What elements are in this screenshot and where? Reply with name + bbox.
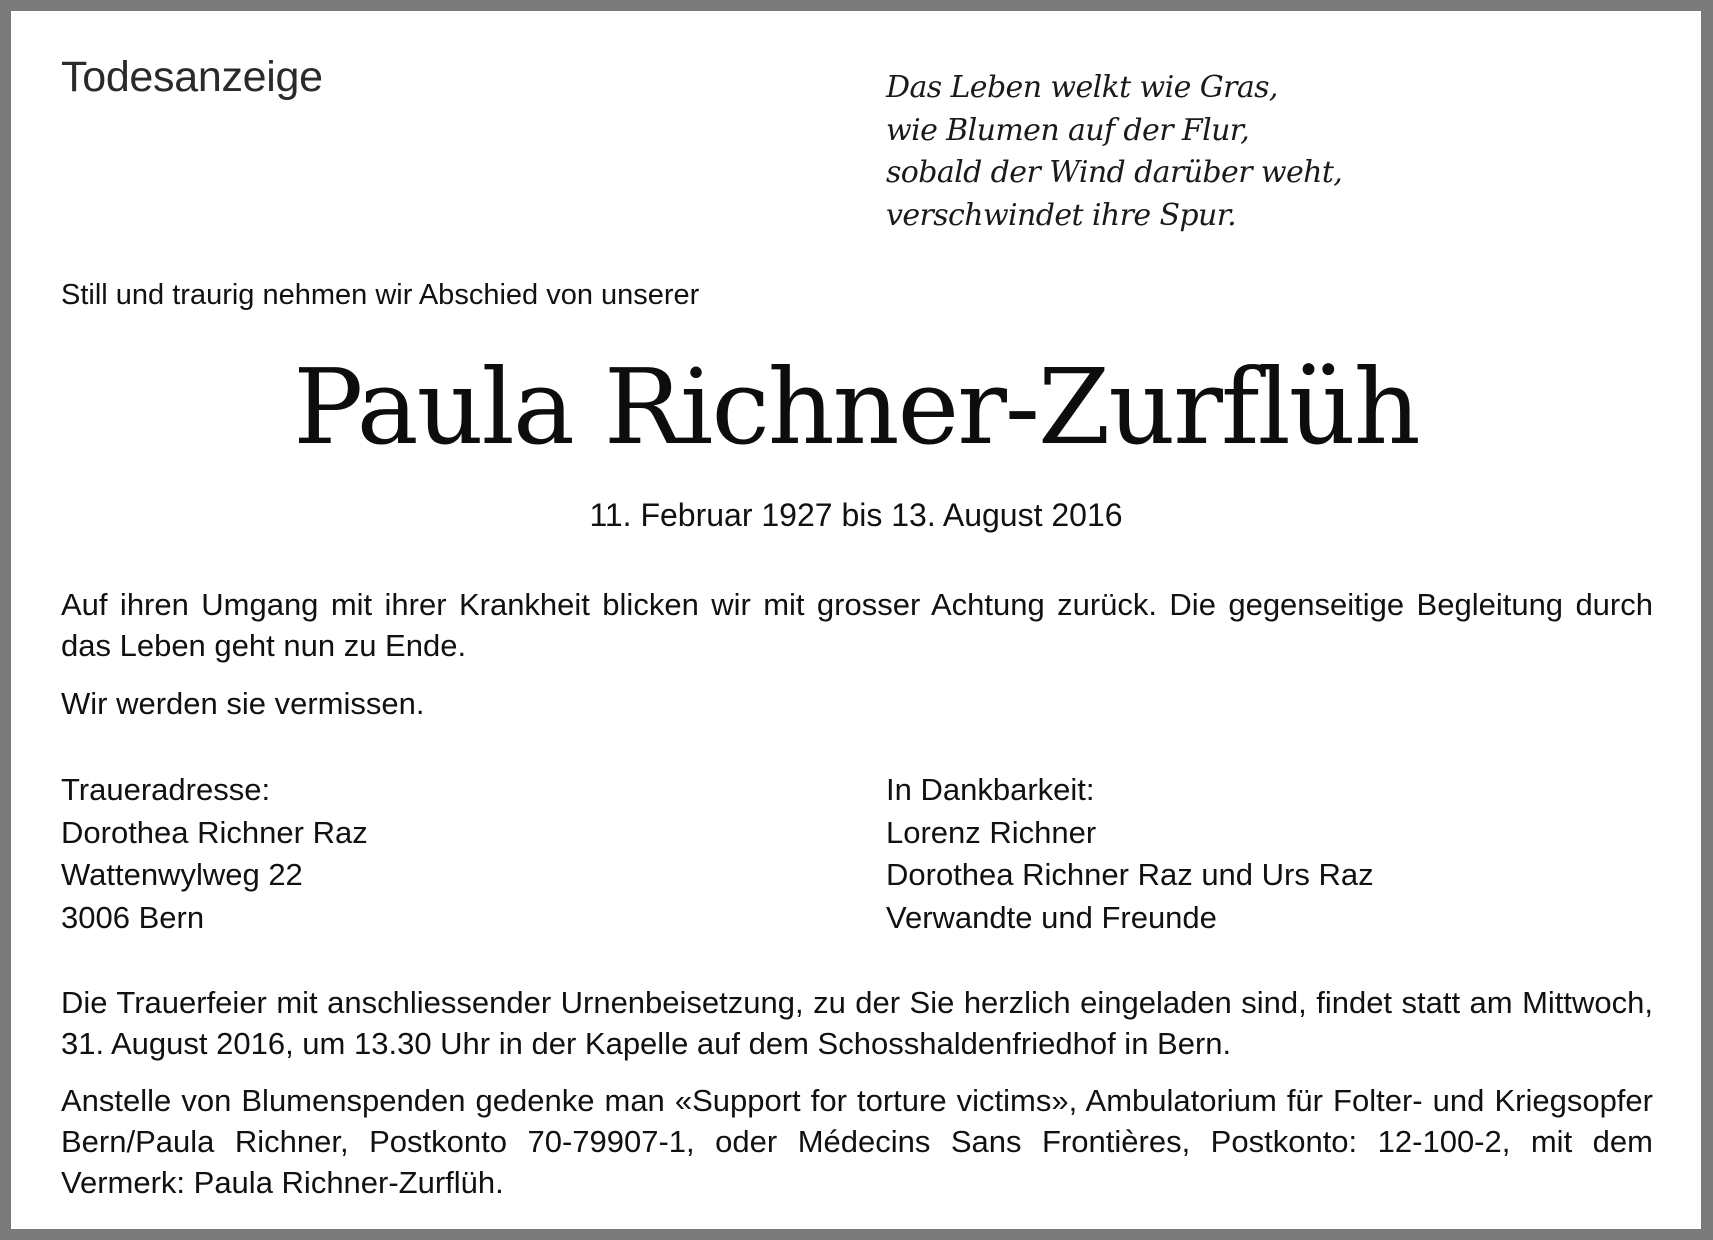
life-dates: 11. Februar 1927 bis 13. August 2016 (589, 497, 1123, 533)
tribute-paragraph: Auf ihren Umgang mit ihrer Krankheit blicken wir mit grosser Achtung zurück. Die gegenseitige Begleitung durch das Leben geht nun zu Ende. (61, 587, 1653, 663)
donations-paragraph: Anstelle von Blumenspenden gedenke man «Support for torture victims», Ambulatorium für Folter- und Kriegsopfer Bern/Paula Richner, Postkonto 70-79907-1, oder Médecins Sans Frontières, Postkonto: 12-100-2, mit dem Vermerk: Paula Richner-Zurflüh. (61, 1083, 1653, 1200)
gratitude-block (886, 769, 1374, 939)
deceased-name: Paula Richner-Zurflüh (293, 346, 1419, 468)
farewell-paragraph: Wir werden sie vermissen. (61, 686, 425, 721)
mourning-address-line: Dorothea Richner Raz (61, 814, 368, 850)
intro-text: Still und traurig nehmen wir Abschied von unserer (61, 279, 700, 311)
poem-line: Das Leben welkt wie Gras, (886, 70, 1278, 105)
gratitude-line: Verwandte und Freunde (886, 899, 1217, 935)
notice-type-heading: Todesanzeige (61, 53, 323, 101)
mourning-address-block (61, 769, 368, 939)
poem-line: verschwindet ihre Spur. (886, 197, 1237, 233)
mourning-address-label: Traueradresse: (61, 772, 271, 807)
poem-line: wie Blumen auf der Flur, (886, 112, 1250, 148)
poem-line: sobald der Wind darüber weht, (886, 155, 1343, 190)
gratitude-line: Lorenz Richner (886, 814, 1097, 850)
mourning-address-line: 3006 Bern (61, 899, 205, 935)
obituary-notice (11, 11, 1701, 1229)
gratitude-line: Dorothea Richner Raz und Urs Raz (886, 857, 1374, 892)
ceremony-paragraph: Die Trauerfeier mit anschliessender Urnenbeisetzung, zu der Sie herzlich eingeladen sind, findet statt am Mittwoch, 31. August 2016, um 13.30 Uhr in der Kapelle auf dem Schosshaldenfriedhof in Bern. (61, 985, 1653, 1061)
gratitude-label: In Dankbarkeit: (886, 772, 1095, 807)
poem-quote (886, 67, 1342, 237)
mourning-address-line: Wattenwylweg 22 (61, 857, 303, 892)
